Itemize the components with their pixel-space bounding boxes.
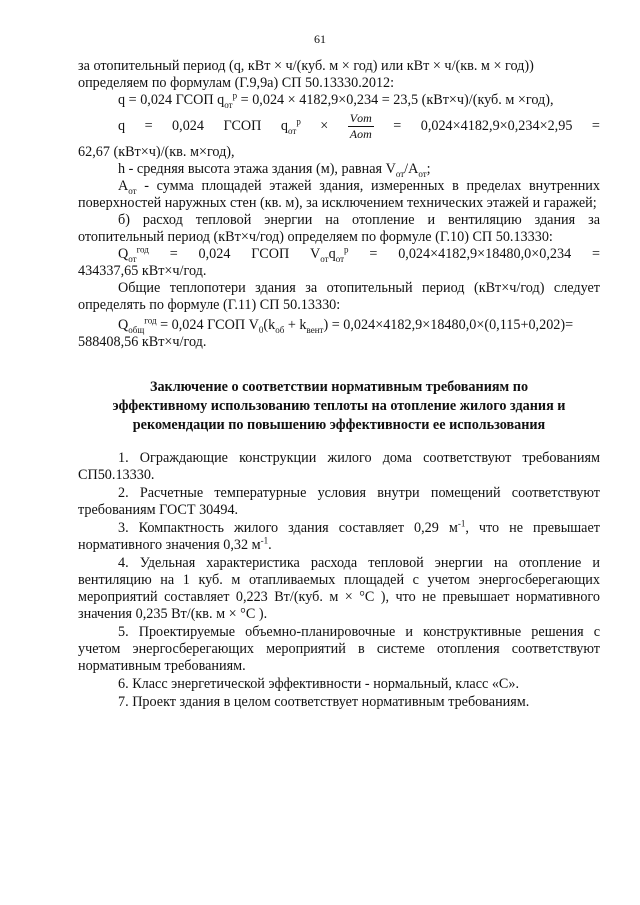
conclusion-heading	[78, 378, 600, 435]
formula-2-fraction	[348, 112, 374, 141]
formula-3-q-sub: от	[128, 253, 137, 264]
formula-4-mid: = 0,024 ГСОП V	[156, 317, 259, 333]
conclusion-heading-line-1: Заключение о соответствии нормативным требованиям по	[149, 379, 529, 395]
formula-2-eq3: =	[591, 118, 600, 134]
formula-2-q: q	[118, 118, 126, 134]
formula-4-q: Q	[118, 317, 129, 333]
formula-3-q: Q	[118, 246, 129, 262]
h-definition	[78, 161, 600, 178]
formula-1-pre: q = 0,024 ГСОП q	[118, 92, 225, 108]
formula-4-v-sub: 0	[258, 324, 264, 335]
formula-2-q-sub: от	[287, 125, 297, 136]
conclusion-heading-line-2: эффективному использованию теплоты на отопление жилого здания и	[112, 398, 566, 414]
a-definition	[78, 178, 600, 212]
a-sub: от	[128, 185, 137, 196]
formula-2-value: 0,024×4182,9×0,234×2,95	[420, 118, 573, 134]
formula-3-q2-sub: от	[335, 253, 345, 264]
formula-1-sup: р	[232, 90, 238, 101]
conclusion-list	[78, 450, 600, 711]
formula-2-result: 62,67 (кВт×ч)/(кв. м×год),	[78, 144, 235, 160]
h-definition-text: h - средняя высота этажа здания (м), равная V	[118, 161, 396, 177]
page-number: 61	[314, 32, 326, 46]
formula-4-tail: ) = 0,024×4182,9×18480,0×(0,115+0,202)=	[323, 317, 574, 333]
formula-2	[118, 112, 600, 141]
item-3-text: 3. Компактность жилого здания составляет 0,29 м	[118, 520, 458, 536]
formula-3-q-term	[118, 246, 149, 263]
h-mid: /A	[404, 161, 419, 177]
formula-3-vq-term	[310, 246, 349, 263]
item-3-sup: -1	[457, 518, 466, 529]
h-sub-2: от	[418, 168, 427, 179]
intro-line-2: определяем по формулам (Г.9,9а) СП 50.13330.2012:	[78, 75, 395, 91]
document-body	[78, 58, 600, 712]
a-definition-text: - сумма площадей этажей здания, измеренных в пределах внутренних поверхностей наружных стен (кв. м), за исключением технических этажей и гаражей;	[78, 178, 600, 211]
conclusion-item-7: 7. Проект здания в целом соответствует нормативным требованиям.	[118, 694, 530, 710]
formula-1-post: = 0,024 × 4182,9×0,234 = 23,5 (кВт×ч)/(куб. м ×год),	[237, 92, 554, 108]
formula-2-eq2: =	[393, 118, 402, 134]
item-3-mid: , что не превышает нормативного значения 0,32 м	[78, 520, 600, 553]
formula-3-v: V	[310, 246, 321, 262]
conclusion-item-6: 6. Класс энергетической эффективности - нормальный, класс «С».	[118, 676, 520, 692]
formula-4-k2-sub: вент	[306, 324, 324, 335]
formula-3	[118, 246, 600, 263]
conclusion-item-1: 1. Ограждающие конструкции жилого дома соответствуют требованиям СП50.13330.	[78, 450, 600, 483]
formula-2-eq: =	[144, 118, 153, 134]
formula-1	[118, 92, 600, 109]
conclusion-item-5: 5. Проектируемые объемно-планировочные и конструктивные решения с учетом энергосберегающих мероприятий в системе отопления соответствуют нормативным требованиям.	[78, 624, 600, 674]
formula-2-q-base: q	[280, 118, 288, 134]
formula-4-plus: + k	[284, 317, 307, 333]
paragraph-b: б) расход тепловой энергии на отопление и вентиляцию здания за отопительный период (кВт×ч/год) определяем по формуле (Г.10) СП 50.13330:	[78, 212, 600, 245]
fraction-denominator: Aот	[349, 127, 372, 141]
conclusion-item-2: 2. Расчетные температурные условия внутри помещений соответствуют требованиям ГОСТ 30494.	[78, 485, 600, 518]
formula-3-v-sub: от	[320, 253, 329, 264]
a-symbol: A	[118, 178, 129, 194]
fraction-numerator: Vот	[349, 111, 372, 125]
item-3-sup-2: -1	[260, 535, 269, 546]
formula-1-sub: от	[224, 99, 233, 110]
formula-3-eq3: =	[591, 246, 600, 262]
formula-2-q-term	[281, 118, 301, 135]
formula-3-coef: 0,024	[198, 246, 231, 262]
formula-3-eq2: =	[369, 246, 378, 262]
intro-line-1: за отопительный период (q, кВт × ч/(куб. м × год) или кВт × ч/(кв. м × год))	[78, 58, 534, 74]
formula-2-times: ×	[320, 118, 329, 134]
formula-2-q-sup: р	[296, 116, 301, 127]
formula-4-q-sup: год	[144, 315, 157, 326]
formula-3-q2: q	[328, 246, 336, 262]
conclusion-item-3	[78, 520, 600, 554]
conclusion-heading-line-3: рекомендации по повышению эффективности ее использования	[132, 417, 546, 433]
formula-3-value: 0,024×4182,9×18480,0×0,234	[398, 246, 572, 262]
h-sub-1: от	[395, 168, 405, 179]
item-3-end: .	[268, 537, 272, 553]
formula-4	[118, 317, 600, 334]
formula-2-gsop: ГСОП	[223, 118, 262, 134]
formula-3-result: 434337,65 кВт×ч/год.	[78, 263, 207, 279]
general-losses-text: Общие теплопотери здания за отопительный период (кВт×ч/год) следует определять по формуле (Г.11) СП 50.13330:	[78, 280, 600, 313]
formula-3-gsop: ГСОП	[251, 246, 290, 262]
conclusion-item-4: 4. Удельная характеристика расхода тепловой энергии на отопление и вентиляцию на 1 куб. м отапливаемых площадей с учетом энергосберегающих мероприятий составляет 0,223 Вт/(куб. м × °С ), что не превышает нормативного значения 0,235 Вт/(кв. м × °С ).	[78, 555, 600, 622]
formula-3-eq: =	[169, 246, 178, 262]
formula-4-result: 588408,56 кВт×ч/год.	[78, 334, 207, 350]
formula-3-q2-sup: р	[344, 244, 349, 255]
h-end: ;	[426, 161, 431, 177]
formula-4-open: (k	[263, 317, 276, 333]
formula-2-coef: 0,024	[172, 118, 204, 134]
formula-3-q-sup: год	[136, 244, 149, 255]
formula-4-q-sub: общ	[128, 324, 145, 335]
formula-4-k1-sub: об	[275, 324, 285, 335]
